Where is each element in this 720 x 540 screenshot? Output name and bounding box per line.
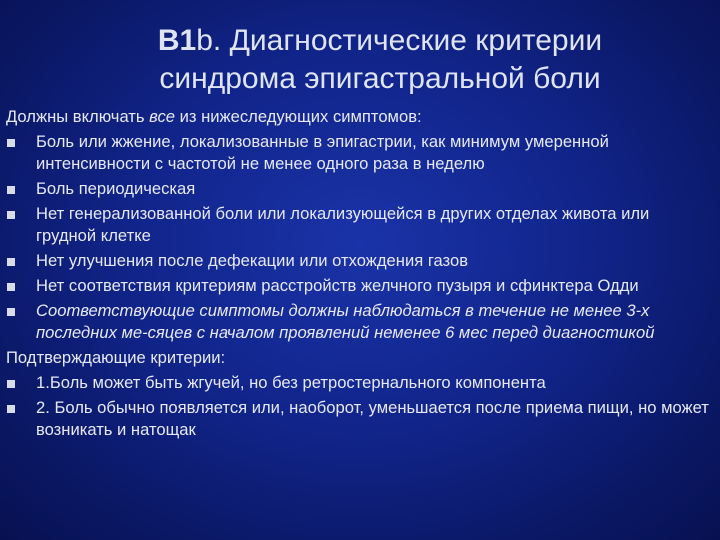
title-line-2: синдрома эпигастральной боли (159, 62, 601, 95)
list-item (6, 397, 712, 441)
intro-suffix: из нижеследующих симптомов: (175, 107, 422, 126)
list-item-text: Нет соответствия критериям расстройств желчного пузыря и сфинктера Одди (36, 276, 639, 295)
list-item-text: Боль периодическая (36, 179, 196, 198)
slide-title (80, 22, 680, 98)
title-line-1-text: b. Диагностические критерии (196, 24, 603, 57)
slide-body (6, 106, 712, 444)
list-item-text: Соответствующие симптомы должны наблюдаться в течение не менее 3-х последних ме-сяцев с началом проявлений неменее 6 мес перед диагностикой (36, 301, 655, 342)
list-item-text: 2. Боль обычно появляется или, наоборот, уменьшается после приема пищи, но может возникать и натощак (36, 398, 709, 439)
intro-prefix: Должны включать (6, 107, 150, 126)
criteria-code: B1 (157, 24, 197, 57)
square-bullet-icon (7, 283, 15, 291)
title-line-1 (80, 22, 680, 60)
list-item-text: Нет генерализованной боли или локализующейся в других отделах живота или грудной клетке (36, 204, 650, 245)
list-item (6, 250, 712, 272)
list-item (6, 131, 712, 175)
list-item (6, 372, 712, 394)
square-bullet-icon (7, 405, 15, 413)
supporting-list (6, 372, 712, 441)
intro-text (6, 106, 712, 128)
symptom-list (6, 131, 712, 344)
list-item (6, 300, 712, 344)
list-item-text: Боль или жжение, локализованные в эпигастрии, как минимум умеренной интенсивности с частотой не менее одного раза в неделю (36, 132, 609, 173)
list-item (6, 178, 712, 200)
square-bullet-icon (7, 258, 15, 266)
list-item-text: Нет улучшения после дефекации или отхождения газов (36, 251, 469, 270)
list-item (6, 275, 712, 297)
square-bullet-icon (7, 211, 15, 219)
list-item-text: 1.Боль может быть жгучей, но без ретростернального компонента (36, 373, 546, 392)
square-bullet-icon (7, 308, 15, 316)
list-item (6, 203, 712, 247)
square-bullet-icon (7, 139, 15, 147)
square-bullet-icon (7, 186, 15, 194)
supporting-heading: Подтверждающие критерии: (6, 348, 226, 367)
square-bullet-icon (7, 380, 15, 388)
intro-emphasis: все (149, 107, 175, 126)
